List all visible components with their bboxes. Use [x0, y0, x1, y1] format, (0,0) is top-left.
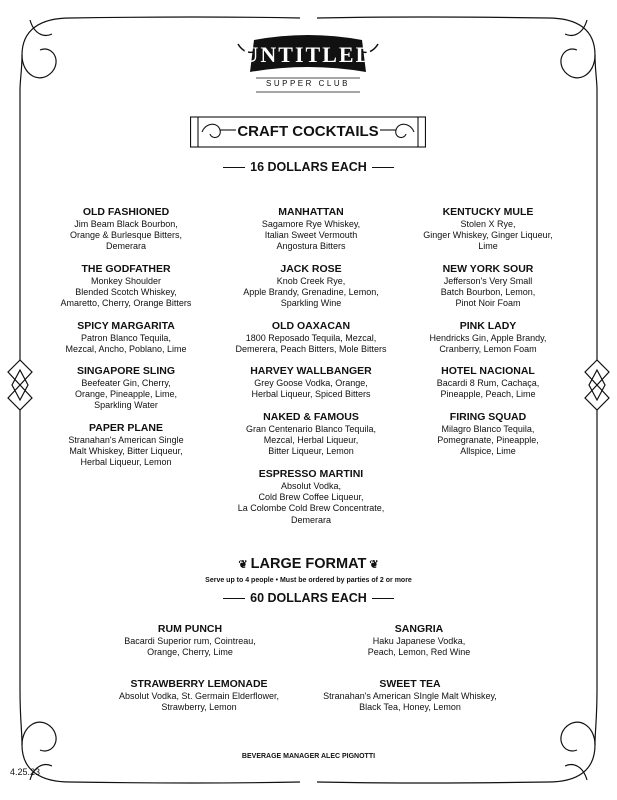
- menu-item: [297, 678, 523, 713]
- item-desc: Black Tea, Honey, Lemon: [359, 702, 461, 713]
- item-desc: Italian Sweet Vermouth: [264, 230, 358, 241]
- item-desc: Mezcal, Ancho, Poblano, Lime: [65, 344, 187, 355]
- large-price-text: 60 DOLLARS EACH: [250, 591, 367, 605]
- item-desc: Blended Scotch Whiskey,: [75, 287, 177, 298]
- item-name: PAPER PLANE: [89, 422, 163, 434]
- brand-subtitle: SUPPER CLUB: [266, 79, 350, 88]
- craft-cocktails-title: CRAFT COCKTAILS: [237, 123, 379, 140]
- item-desc: Monkey Shoulder: [90, 276, 162, 286]
- item-desc: Stranahan's American SIngle Malt Whiskey,: [323, 691, 497, 701]
- menu-item: [211, 365, 411, 400]
- menu-item: [211, 468, 411, 526]
- item-desc: Demerara: [105, 241, 146, 252]
- item-desc: Lime: [478, 241, 498, 252]
- item-desc: Absolut Vodka, St. Germain Elderflower,: [118, 691, 280, 701]
- item-name: STRAWBERRY LEMONADE: [130, 678, 268, 690]
- item-desc: Haku Japanese Vodka,: [372, 636, 466, 646]
- brand-logo: [228, 32, 388, 98]
- item-desc: Malt Whiskey, Bitter Liqueur,: [69, 446, 183, 457]
- item-name: SINGAPORE SLING: [76, 365, 175, 377]
- item-desc: Demerara: [290, 514, 331, 525]
- item-name: SANGRIA: [394, 623, 444, 635]
- item-name: JACK ROSE: [280, 263, 342, 275]
- item-desc: Stranahan's American Single: [68, 435, 184, 445]
- ornament-icon: ❦: [238, 558, 248, 571]
- menu-item: [388, 320, 588, 355]
- menu-item: [211, 320, 411, 355]
- menu-item: [86, 678, 312, 713]
- item-desc: Allspice, Lime: [460, 446, 516, 457]
- item-desc: Mezcal, Herbal Liqueur,: [263, 435, 359, 446]
- menu-item: [26, 422, 226, 469]
- item-name: SPICY MARGARITA: [77, 320, 175, 332]
- ornament-icon: ❦: [369, 558, 379, 571]
- item-name: HARVEY WALLBANGER: [250, 365, 372, 377]
- menu-item: [211, 206, 411, 253]
- item-desc: Patron Blanco Tequila,: [81, 333, 171, 343]
- item-desc: Sagamore Rye Whiskey,: [261, 219, 361, 229]
- menu-item: [26, 206, 226, 253]
- menu-item: [211, 411, 411, 458]
- item-desc: Angostura Bitters: [276, 241, 346, 252]
- craft-price-text: 16 DOLLARS EACH: [250, 160, 367, 174]
- item-desc: Demerera, Peach Bitters, Mole Bitters: [235, 344, 387, 355]
- item-name: THE GODFATHER: [81, 263, 171, 275]
- beverage-manager: BEVERAGE MANAGER ALEC PIGNOTTI: [241, 753, 376, 760]
- item-name: OLD OAXACAN: [271, 320, 351, 332]
- item-desc: Beefeater Gin, Cherry,: [81, 378, 171, 388]
- craft-price: [0, 160, 617, 174]
- menu-item: [388, 206, 588, 253]
- item-desc: Herbal Liqueur, Spiced Bitters: [251, 389, 371, 400]
- item-desc: Bacardi Superior rum, Cointreau,: [124, 636, 256, 646]
- item-desc: 1800 Reposado Tequila, Mezcal,: [245, 333, 377, 343]
- item-desc: Orange, Cherry, Lime: [147, 647, 233, 658]
- item-desc: Cold Brew Coffee Liqueur,: [258, 492, 364, 503]
- item-name: NEW YORK SOUR: [442, 263, 534, 275]
- item-desc: Bacardi 8 Rum, Cachaça,: [436, 378, 540, 388]
- price-dash-right: [372, 167, 394, 169]
- item-name: HOTEL NACIONAL: [441, 365, 535, 377]
- item-desc: Sparkling Wine: [280, 298, 342, 309]
- item-desc: Jim Beam Black Bourbon,: [74, 219, 178, 229]
- item-desc: Pomegranate, Pineapple,: [437, 435, 539, 446]
- item-desc: Jefferson's Very Small: [443, 276, 533, 286]
- item-desc: Stolen X Rye,: [460, 219, 516, 229]
- item-desc: Pinot Noir Foam: [455, 298, 521, 309]
- menu-item: [299, 623, 539, 658]
- price-dash-right: [372, 598, 394, 600]
- item-desc: Hendricks Gin, Apple Brandy,: [429, 333, 547, 343]
- section-title-banner: [190, 114, 426, 150]
- menu-item: [26, 320, 226, 355]
- item-name: NAKED & FAMOUS: [263, 411, 359, 423]
- item-name: OLD FASHIONED: [82, 206, 170, 218]
- item-desc: Sparkling Water: [94, 400, 158, 411]
- item-desc: Orange, Pineapple, Lime,: [74, 389, 178, 400]
- menu-item: [388, 411, 588, 458]
- item-desc: Strawberry, Lemon: [161, 702, 237, 713]
- item-desc: Amaretto, Cherry, Orange Bitters: [60, 298, 192, 309]
- menu-item: [211, 263, 411, 310]
- menu-item: [26, 365, 226, 412]
- item-desc: Gran Centenario Blanco Tequila,: [246, 424, 376, 434]
- item-desc: Pineapple, Peach, Lime: [440, 389, 536, 400]
- large-format-note: Serve up to 4 people • Must be ordered by parties of 2 or more: [205, 577, 412, 584]
- item-name: KENTUCKY MULE: [442, 206, 534, 218]
- item-desc: Absolut Vodka,: [280, 481, 342, 491]
- price-dash-left: [223, 167, 245, 169]
- item-name: MANHATTAN: [278, 206, 344, 218]
- item-name: RUM PUNCH: [157, 623, 223, 635]
- item-desc: Milagro Blanco Tequila,: [441, 424, 535, 434]
- item-desc: Peach, Lemon, Red Wine: [367, 647, 471, 658]
- menu-item: [70, 623, 310, 658]
- menu-item: [388, 365, 588, 400]
- item-desc: Grey Goose Vodka, Orange,: [254, 378, 368, 388]
- item-desc: Herbal Liqueur, Lemon: [80, 457, 172, 468]
- menu-item: [388, 263, 588, 310]
- item-desc: Bitter Liqueur, Lemon: [268, 446, 354, 457]
- item-desc: Knob Creek Rye,: [276, 276, 346, 286]
- item-desc: La Colombe Cold Brew Concentrate,: [237, 503, 385, 514]
- large-format-title: [0, 556, 617, 572]
- item-desc: Orange & Burlesque Bitters,: [69, 230, 183, 241]
- item-name: ESPRESSO MARTINI: [258, 468, 364, 480]
- item-name: PINK LADY: [459, 320, 517, 332]
- item-name: SWEET TEA: [379, 678, 441, 690]
- menu-date: 4.25.23: [10, 767, 41, 777]
- price-dash-left: [223, 598, 245, 600]
- brand-name: UNTITLED: [242, 42, 374, 67]
- large-price: [0, 591, 617, 605]
- item-desc: Batch Bourbon, Lemon,: [440, 287, 536, 298]
- item-desc: Cranberry, Lemon Foam: [439, 344, 537, 355]
- item-desc: Apple Brandy, Grenadine, Lemon,: [243, 287, 379, 298]
- large-format-title-text: LARGE FORMAT: [250, 556, 367, 572]
- menu-item: [26, 263, 226, 310]
- item-name: FIRING SQUAD: [449, 411, 527, 423]
- item-desc: Ginger Whiskey, Ginger Liqueur,: [423, 230, 553, 241]
